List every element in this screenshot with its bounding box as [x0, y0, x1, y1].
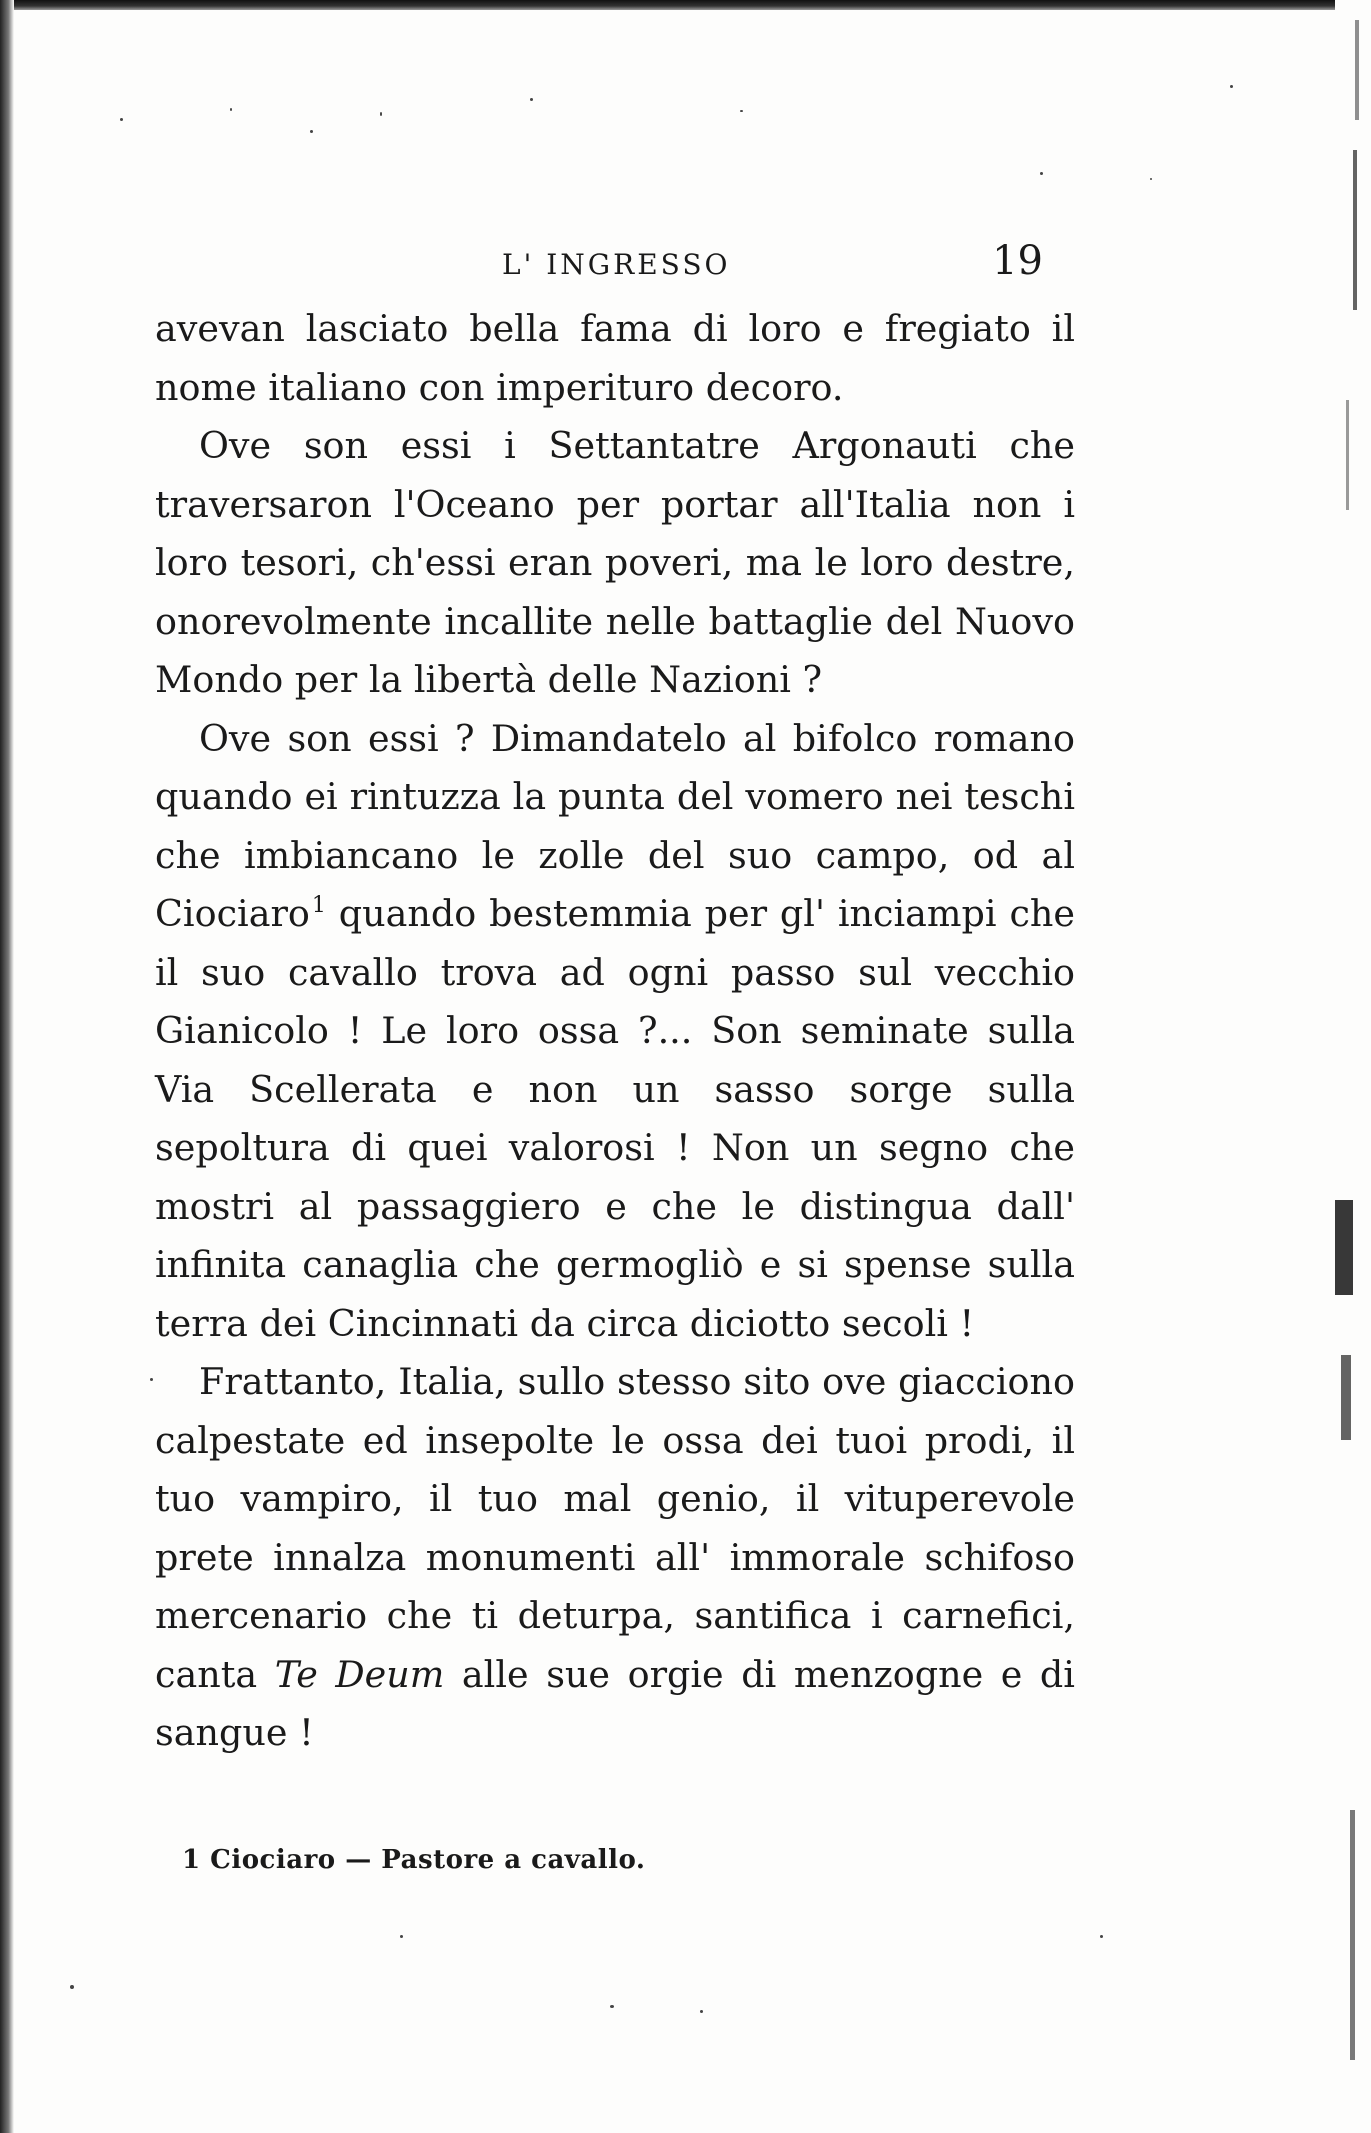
paragraph-text: quando bestemmia per gl' inciampi che il suo cavallo trova ad ogni passo sul vecchio Gianicolo ! Le loro ossa ?... Son seminate sulla Via Scellerata e non un sasso sorge sulla sepoltura di quei valorosi ! Non un segno che mostri al passaggiero e che le distingua dall' infinita canaglia che germogliò e si spense sulla terra dei Cincinnati da circa diciotto secoli ! [155, 892, 1076, 1345]
scan-speck [530, 98, 533, 101]
paragraph-text: avevan lasciato bella fama di loro e fregiato il nome italiano con imperituro decoro. [155, 307, 1075, 409]
paragraph-text: Ove son essi ? Dimandatelo al bifolco romano quando ei rintuzza la punta del vomero nei teschi che imbiancano le zolle del suo campo, od al Ciociaro [155, 716, 1075, 935]
paragraph [155, 1353, 1075, 1763]
paragraph [155, 300, 1075, 417]
scan-left-edge [0, 0, 14, 2133]
bleed-mark [1353, 150, 1357, 310]
scan-speck [1100, 1935, 1103, 1938]
footnote: 1 Ciociaro — Pastore a cavallo. [182, 1845, 646, 1875]
scan-speck [230, 108, 232, 111]
scan-speck [310, 130, 313, 133]
bleed-mark [1350, 1810, 1355, 2060]
scan-speck [610, 2005, 614, 2008]
page-number: 19 [992, 238, 1043, 284]
scan-speck [70, 1985, 74, 1989]
bleed-mark [1335, 1200, 1353, 1295]
running-title: L' INGRESSO [502, 248, 731, 281]
scan-speck [1040, 172, 1043, 175]
paragraph [155, 417, 1075, 710]
scan-speck [740, 110, 743, 112]
scan-speck [1150, 178, 1152, 180]
bleed-mark [1341, 1355, 1351, 1440]
scan-right-margin [1335, 0, 1371, 2133]
italic-phrase: Te Deum [274, 1652, 445, 1696]
bleed-mark [1346, 400, 1349, 510]
scan-speck [400, 1935, 403, 1938]
page-header [155, 238, 1075, 288]
body-text [155, 300, 1075, 1763]
paragraph-text: alle sue orgie di menzogne e di sangue ! [155, 1652, 1075, 1754]
scan-speck [1230, 85, 1233, 88]
paragraph-text: Ove son essi i Settantatre Argonauti che traversaron l'Oceano per portar all'Italia non i loro tesori, ch'essi eran poveri, ma le loro destre, onorevolmente incallite nelle battaglie del Nuovo Mondo per la libertà delle Nazioni ? [155, 424, 1075, 701]
scan-speck [700, 2010, 703, 2013]
scan-speck [120, 118, 123, 121]
footnote-reference: 1 [311, 893, 326, 918]
bleed-mark [1355, 20, 1359, 120]
paragraph-text: Frattanto, Italia, sullo stesso sito ove giacciono calpestate ed insepolte le ossa dei tuoi prodi, il tuo vampiro, il tuo mal genio, il vituperevole prete innalza monumenti all' immorale schifoso mercenario che ti deturpa, santifica i carnefici, canta [155, 1360, 1075, 1696]
scan-top-edge [0, 0, 1371, 10]
scan-speck [150, 1378, 153, 1381]
paragraph [155, 710, 1075, 1354]
scan-speck [380, 112, 382, 116]
